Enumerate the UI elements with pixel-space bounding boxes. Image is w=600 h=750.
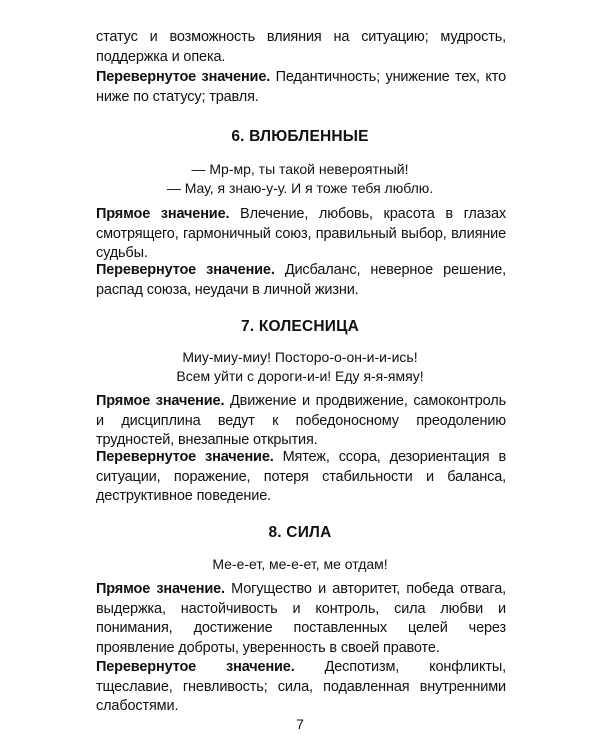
section-heading-strength: 8. СИЛА <box>268 524 332 541</box>
intro-reversed-paragraph <box>96 68 506 107</box>
section-quote-lovers <box>0 160 600 198</box>
intro-continuation-text: статус и возможность влияния на ситуацию; мудрость, поддержка и опека. <box>96 29 506 65</box>
reversed-meaning-paragraph <box>96 261 506 300</box>
upright-meaning-paragraph <box>96 580 506 658</box>
reversed-meaning-paragraph <box>96 448 506 507</box>
upright-label: Прямое значение. <box>96 393 225 409</box>
section-heading-chariot: 7. КОЛЕСНИЦА <box>240 318 360 335</box>
reversed-text: Педантичность; унижение тех, кто ниже по статусу; травля. <box>96 69 506 105</box>
reversed-label: Перевернутое значение. <box>96 69 271 85</box>
page-number: 7 <box>296 716 304 732</box>
upright-text: Влечение, любовь, красота в глазах смотрящего, гармоничный союз, правильный выбор, влияние судьбы. <box>96 206 506 261</box>
reversed-meaning-paragraph <box>96 658 506 717</box>
quote-line: Всем уйти с дороги-и-и! Еду я-я-ямяу! <box>176 368 424 384</box>
section-heading-lovers: 6. ВЛЮБЛЕННЫЕ <box>231 128 369 145</box>
quote-line: Ме-е-ет, ме-е-ет, ме отдам! <box>212 556 388 572</box>
reversed-text: Деспотизм, конфликты, тщеславие, гневливость; сила, подавленная внутренними слабостями. <box>96 659 506 714</box>
intro-continuation-paragraph <box>96 28 506 67</box>
quote-line: Миу-миу-миу! Посторо-о-он-и-и-ись! <box>182 349 418 365</box>
reversed-text: Мятеж, ссора, дезориентация в ситуации, поражение, потеря стабильности и баланса, деструктивное поведение. <box>96 449 507 504</box>
reversed-label: Перевернутое значение. <box>96 449 274 465</box>
section-quote-chariot <box>0 348 600 386</box>
upright-text: Могущество и авторитет, победа отвага, выдержка, настойчивость и контроль, сила любви и понимания, достижение поставленных целей через проявление доброты, уверенность в своей правоте. <box>96 581 506 656</box>
upright-text: Движение и продвижение, самоконтроль и дисциплина ведут к победоносному преодолению трудностей, внезапные открытия. <box>96 393 506 448</box>
reversed-text: Дисбаланс, неверное решение, распад союза, неудачи в личной жизни. <box>96 262 506 298</box>
section-quote-strength <box>0 555 600 574</box>
upright-meaning-paragraph <box>96 205 506 264</box>
upright-label: Прямое значение. <box>96 206 230 222</box>
upright-meaning-paragraph <box>96 392 506 451</box>
quote-line: — Мр-мр, ты такой невероятный! <box>191 161 409 177</box>
reversed-label: Перевернутое значение. <box>96 262 275 278</box>
quote-line: — Мау, я знаю-у-у. И я тоже тебя люблю. <box>166 180 434 196</box>
reversed-label: Перевернутое значение. <box>96 659 295 675</box>
upright-label: Прямое значение. <box>96 581 225 597</box>
